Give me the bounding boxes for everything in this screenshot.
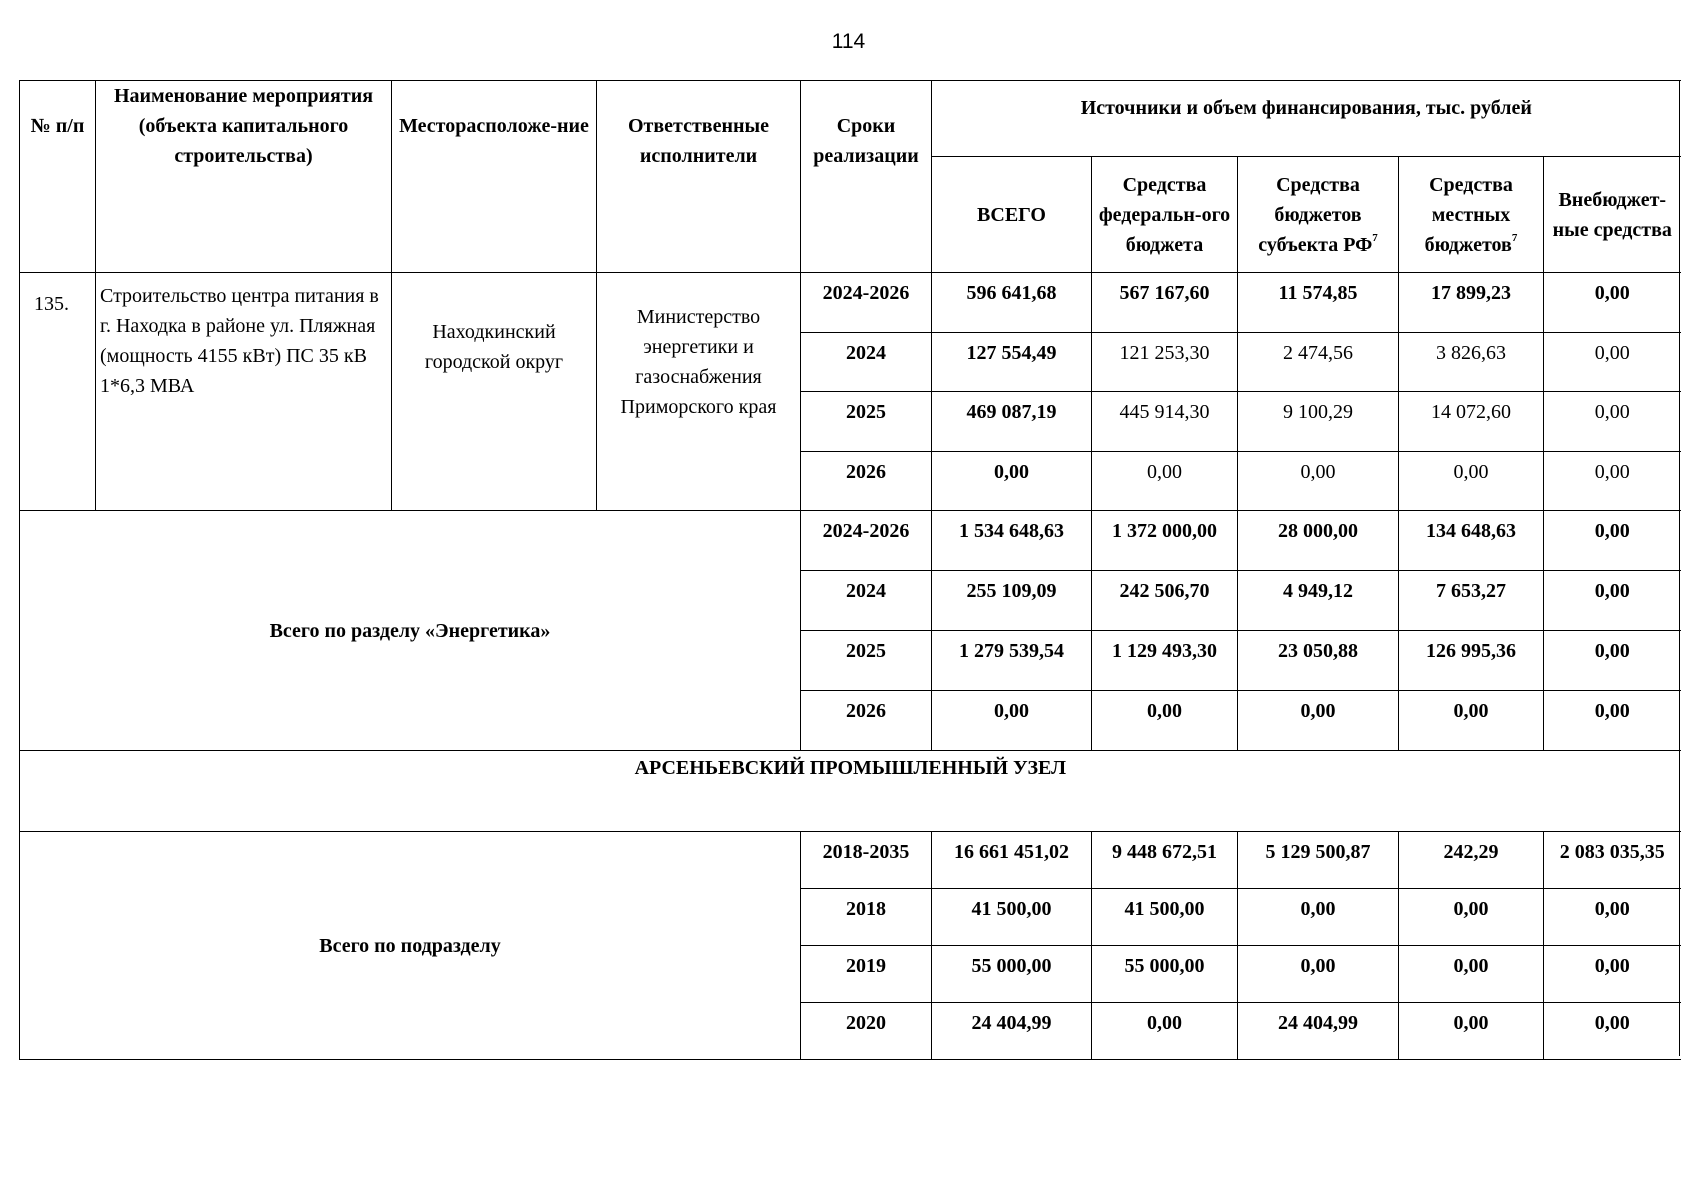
regional-cell: 24 404,99 xyxy=(1238,1003,1399,1060)
item-name: Строительство центра питания в г. Находка в районе ул. Пляжная (мощность 4155 кВт) ПС 35 кВ 1*6,3 МВА xyxy=(96,273,392,511)
header-period: Сроки реализации xyxy=(801,81,932,273)
total-cell: 0,00 xyxy=(932,452,1092,511)
total-cell: 1 534 648,63 xyxy=(932,511,1092,571)
federal-cell: 0,00 xyxy=(1092,691,1238,751)
period-cell: 2020 xyxy=(801,1003,932,1060)
extra-cell: 0,00 xyxy=(1544,333,1681,392)
local-cell: 0,00 xyxy=(1399,452,1544,511)
total-cell: 24 404,99 xyxy=(932,1003,1092,1060)
local-cell: 0,00 xyxy=(1399,889,1544,946)
local-cell: 0,00 xyxy=(1399,1003,1544,1060)
local-cell: 14 072,60 xyxy=(1399,392,1544,452)
header-local-text: Средства местных бюджетов xyxy=(1424,173,1513,256)
federal-cell: 9 448 672,51 xyxy=(1092,832,1238,889)
extra-cell: 2 083 035,35 xyxy=(1544,832,1681,889)
federal-cell: 121 253,30 xyxy=(1092,333,1238,392)
header-num: № п/п xyxy=(20,81,96,273)
federal-cell: 0,00 xyxy=(1092,1003,1238,1060)
total-cell: 127 554,49 xyxy=(932,333,1092,392)
table-row xyxy=(20,832,1681,889)
section-total-label: Всего по разделу «Энергетика» xyxy=(20,511,801,751)
extra-cell: 0,00 xyxy=(1544,452,1681,511)
total-cell: 596 641,68 xyxy=(932,273,1092,333)
local-cell: 0,00 xyxy=(1399,691,1544,751)
federal-cell: 55 000,00 xyxy=(1092,946,1238,1003)
local-cell: 242,29 xyxy=(1399,832,1544,889)
total-cell: 255 109,09 xyxy=(932,571,1092,631)
table-row xyxy=(20,273,1681,333)
header-local-footnote: 7 xyxy=(1511,231,1518,244)
header-local xyxy=(1399,157,1544,273)
subsection-title: АРСЕНЬЕВСКИЙ ПРОМЫШЛЕННЫЙ УЗЕЛ xyxy=(20,751,1681,832)
period-cell: 2025 xyxy=(801,631,932,691)
total-cell: 469 087,19 xyxy=(932,392,1092,452)
local-cell: 134 648,63 xyxy=(1399,511,1544,571)
header-location: Месторасположе-ние xyxy=(392,81,597,273)
header-regional-footnote: 7 xyxy=(1372,231,1378,244)
regional-cell: 28 000,00 xyxy=(1238,511,1399,571)
period-cell: 2024 xyxy=(801,333,932,392)
extra-cell: 0,00 xyxy=(1544,889,1681,946)
local-cell: 0,00 xyxy=(1399,946,1544,1003)
header-regional xyxy=(1238,157,1399,273)
right-edge-line xyxy=(1679,80,1680,1056)
header-executors: Ответственные исполнители xyxy=(597,81,801,273)
total-cell: 1 279 539,54 xyxy=(932,631,1092,691)
regional-cell: 0,00 xyxy=(1238,452,1399,511)
local-cell: 17 899,23 xyxy=(1399,273,1544,333)
item-num: 135. xyxy=(20,273,96,511)
period-cell: 2019 xyxy=(801,946,932,1003)
regional-cell: 0,00 xyxy=(1238,946,1399,1003)
total-cell: 0,00 xyxy=(932,691,1092,751)
extra-cell: 0,00 xyxy=(1544,571,1681,631)
header-regional-text: Средства бюджетов субъекта РФ xyxy=(1258,173,1373,256)
regional-cell: 4 949,12 xyxy=(1238,571,1399,631)
federal-cell: 41 500,00 xyxy=(1092,889,1238,946)
regional-cell: 5 129 500,87 xyxy=(1238,832,1399,889)
header-row xyxy=(20,81,1681,157)
federal-cell: 0,00 xyxy=(1092,452,1238,511)
federal-cell: 1 372 000,00 xyxy=(1092,511,1238,571)
period-cell: 2026 xyxy=(801,691,932,751)
period-cell: 2024-2026 xyxy=(801,511,932,571)
extra-cell: 0,00 xyxy=(1544,631,1681,691)
subsection-heading-row xyxy=(20,751,1681,832)
total-cell: 55 000,00 xyxy=(932,946,1092,1003)
extra-cell: 0,00 xyxy=(1544,511,1681,571)
header-federal: Средства федеральн-ого бюджета xyxy=(1092,157,1238,273)
local-cell: 7 653,27 xyxy=(1399,571,1544,631)
header-total: ВСЕГО xyxy=(932,157,1092,273)
item-location: Находкинский городской округ xyxy=(392,273,597,511)
extra-cell: 0,00 xyxy=(1544,1003,1681,1060)
federal-cell: 567 167,60 xyxy=(1092,273,1238,333)
extra-cell: 0,00 xyxy=(1544,273,1681,333)
total-cell: 16 661 451,02 xyxy=(932,832,1092,889)
total-cell: 41 500,00 xyxy=(932,889,1092,946)
federal-cell: 1 129 493,30 xyxy=(1092,631,1238,691)
header-sources: Источники и объем финансирования, тыс. рублей xyxy=(932,81,1681,157)
subsection-total-label: Всего по подразделу xyxy=(20,832,801,1060)
period-cell: 2024-2026 xyxy=(801,273,932,333)
federal-cell: 445 914,30 xyxy=(1092,392,1238,452)
federal-cell: 242 506,70 xyxy=(1092,571,1238,631)
extra-cell: 0,00 xyxy=(1544,392,1681,452)
regional-cell: 2 474,56 xyxy=(1238,333,1399,392)
period-cell: 2024 xyxy=(801,571,932,631)
extra-cell: 0,00 xyxy=(1544,946,1681,1003)
page-number: 114 xyxy=(831,30,866,53)
header-name: Наименование мероприятия (объекта капитального строительства) xyxy=(96,81,392,273)
regional-cell: 11 574,85 xyxy=(1238,273,1399,333)
period-cell: 2025 xyxy=(801,392,932,452)
table-row xyxy=(20,511,1681,571)
local-cell: 3 826,63 xyxy=(1399,333,1544,392)
period-cell: 2018-2035 xyxy=(801,832,932,889)
extra-cell: 0,00 xyxy=(1544,691,1681,751)
period-cell: 2026 xyxy=(801,452,932,511)
regional-cell: 9 100,29 xyxy=(1238,392,1399,452)
regional-cell: 23 050,88 xyxy=(1238,631,1399,691)
item-executors: Министерство энергетики и газоснабжения Приморского края xyxy=(597,273,801,511)
regional-cell: 0,00 xyxy=(1238,691,1399,751)
header-extra: Внебюджет-ные средства xyxy=(1544,157,1681,273)
regional-cell: 0,00 xyxy=(1238,889,1399,946)
financing-table xyxy=(19,80,1681,1060)
local-cell: 126 995,36 xyxy=(1399,631,1544,691)
period-cell: 2018 xyxy=(801,889,932,946)
